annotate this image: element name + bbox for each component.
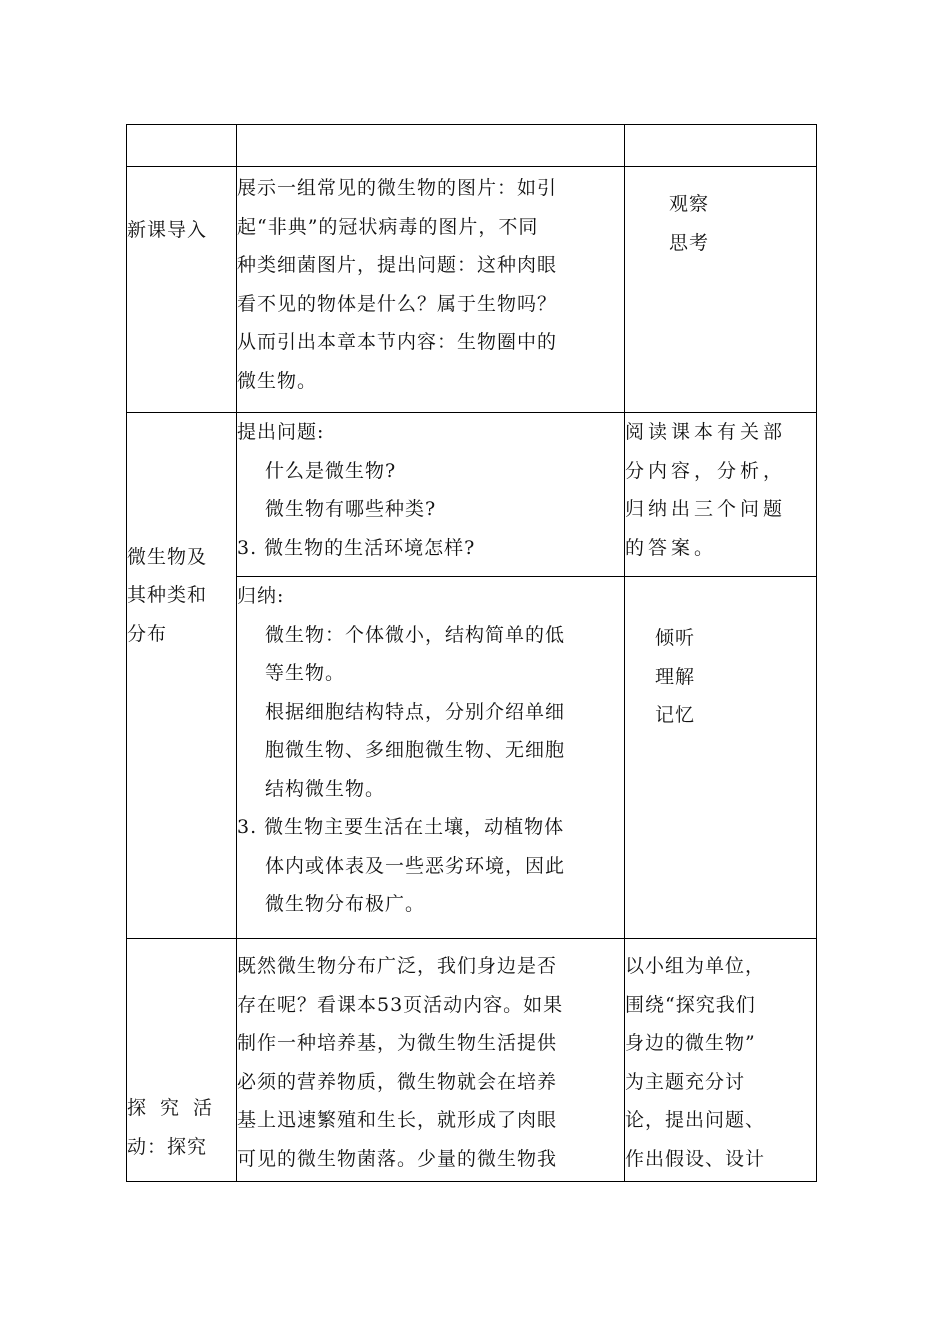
questions-heading: 提出问题: — [237, 421, 325, 443]
student-line: 倾听 — [655, 627, 696, 649]
teacher-activity-cell — [237, 413, 625, 577]
teacher-line: 微生物。 — [237, 369, 318, 392]
teacher-line: 种类细菌图片，提出问题：这种肉眼 — [237, 254, 558, 276]
student-line: 观察 — [669, 193, 710, 215]
stage-label: 分布 — [127, 622, 168, 645]
stage-cell — [127, 167, 237, 413]
student-line: 阅读课本有关部 — [625, 421, 787, 443]
student-line: 归纳出三个问题 — [625, 498, 787, 520]
student-line: 论，提出问题、 — [625, 1109, 766, 1131]
lesson-plan-table — [126, 124, 817, 1182]
student-line: 的答案。 — [625, 536, 718, 559]
teacher-line: 展示一组常见的微生物的图片：如引 — [237, 177, 558, 199]
teacher-line: 既然微生物分布广泛，我们身边是否 — [237, 955, 558, 977]
teacher-line: 起“非典”的冠状病毒的图片，不同 — [237, 215, 539, 238]
stage-cell — [127, 939, 237, 1182]
empty-cell — [127, 125, 237, 167]
teacher-activity-cell — [237, 577, 625, 939]
table-row-header-empty — [127, 125, 817, 167]
teacher-line: 制作一种培养基，为微生物生活提供 — [237, 1032, 558, 1054]
student-line: 以小组为单位， — [625, 955, 766, 977]
question-item: 3. 微生物的生活环境怎样? — [237, 536, 476, 559]
teacher-activity-cell — [237, 939, 625, 1182]
teacher-line: 从而引出本章本节内容：生物圈中的 — [237, 331, 558, 353]
summary-line: 微生物：个体微小，结构简单的低 — [265, 623, 566, 646]
student-line: 思考 — [669, 231, 710, 254]
summary-line: 体内或体表及一些恶劣环境，因此 — [265, 854, 566, 877]
summary-line: 结构微生物。 — [265, 777, 386, 800]
student-line: 作出假设、设计 — [625, 1147, 766, 1170]
summary-heading: 归纳: — [237, 585, 285, 607]
teacher-line: 基上迅速繁殖和生长，就形成了肉眼 — [237, 1109, 558, 1131]
student-line: 理解 — [655, 665, 696, 688]
table-row-explore — [127, 939, 817, 1182]
question-item: 微生物有哪些种类? — [265, 498, 437, 520]
stage-label: 其种类和 — [127, 584, 208, 607]
student-activity-cell — [625, 167, 817, 413]
table-row-micro-questions — [127, 413, 817, 577]
teacher-line: 必须的营养物质，微生物就会在培养 — [237, 1070, 558, 1093]
student-line: 分内容，分析， — [625, 459, 787, 482]
summary-line: 根据细胞结构特点，分别介绍单细 — [265, 700, 566, 723]
stage-cell — [127, 413, 237, 939]
teacher-line: 可见的微生物菌落。少量的微生物我 — [237, 1147, 558, 1170]
summary-line: 胞微生物、多细胞微生物、无细胞 — [265, 739, 566, 761]
stage-label: 动：探究 — [127, 1135, 208, 1158]
table-row-intro — [127, 167, 817, 413]
student-line: 围绕“探究我们 — [625, 993, 756, 1016]
teacher-activity-cell — [237, 167, 625, 413]
stage-label: 微生物及 — [127, 545, 208, 568]
summary-line: 等生物。 — [265, 662, 346, 684]
teacher-line: 看不见的物体是什么？属于生物吗？ — [237, 292, 558, 315]
stage-label: 探究活 — [127, 1097, 227, 1119]
student-activity-cell — [625, 939, 817, 1182]
empty-cell — [237, 125, 625, 167]
student-line: 为主题充分讨 — [625, 1070, 746, 1093]
summary-line: 3. 微生物主要生活在土壤，动植物体 — [237, 816, 565, 838]
student-line: 身边的微生物” — [625, 1032, 756, 1054]
question-item: 什么是微生物? — [265, 459, 397, 482]
student-activity-cell — [625, 577, 817, 939]
teacher-line: 存在呢？看课本53页活动内容。如果 — [237, 993, 564, 1016]
empty-cell — [625, 125, 817, 167]
student-line: 记忆 — [655, 704, 696, 726]
student-activity-cell — [625, 413, 817, 577]
summary-line: 微生物分布极广。 — [265, 893, 426, 915]
stage-label: 新课导入 — [127, 219, 208, 241]
